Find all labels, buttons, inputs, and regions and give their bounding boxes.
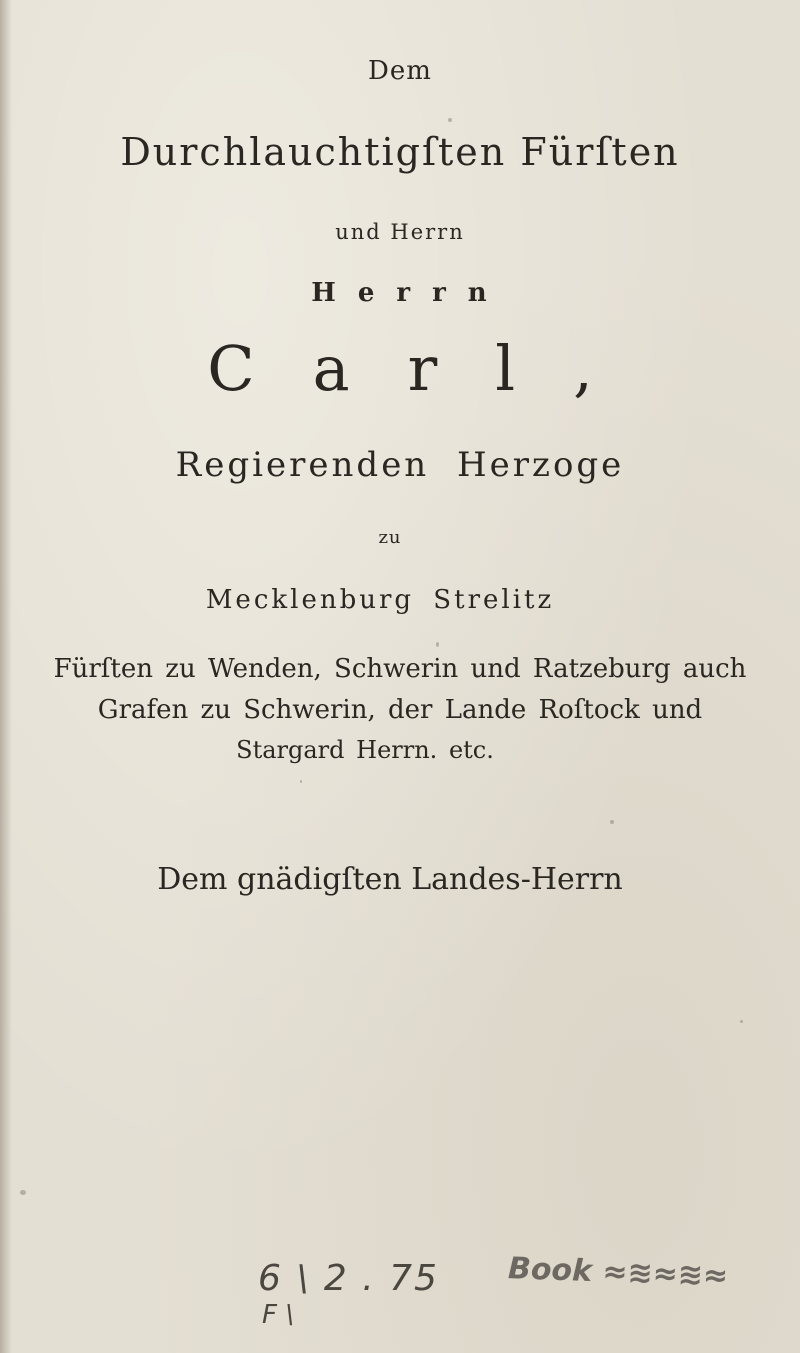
honorific-line: Durchlauchtigſten Fürſten bbox=[120, 130, 680, 174]
handwritten-shelf-mark-2: F \ bbox=[262, 1300, 294, 1330]
styles-line-1: Fürſten zu Wenden, Schwerin und Ratzeburg auch bbox=[53, 654, 747, 684]
dedication-line: Dem bbox=[368, 56, 432, 86]
ruler-name: Carl, bbox=[207, 332, 651, 405]
role-line: Regierenden Herzoge bbox=[175, 445, 625, 485]
conjunction-line: und Herrn bbox=[335, 220, 465, 244]
preposition-line: zu bbox=[378, 527, 402, 548]
paper-speck bbox=[20, 1190, 26, 1195]
paper-speck bbox=[448, 118, 452, 122]
styles-line-2: Grafen zu Schwerin, der Lande Roſtock und bbox=[97, 695, 703, 725]
paper-speck bbox=[610, 820, 614, 824]
library-stamp bbox=[507, 1251, 728, 1294]
library-stamp-text: Book bbox=[507, 1251, 593, 1290]
territory-line: Mecklenburg Strelitz bbox=[205, 585, 555, 615]
paper-speck bbox=[300, 780, 302, 783]
paper-speck bbox=[740, 1020, 743, 1023]
styles-line-3: Stargard Herrn. etc. bbox=[236, 736, 494, 764]
closing-line: Dem gnädigſten Landes-Herrn bbox=[157, 862, 623, 897]
title-word-line: Herrn bbox=[311, 278, 509, 308]
library-stamp-smudge: ≈≋≈≋≈ bbox=[591, 1254, 729, 1294]
handwritten-shelf-mark: 6 \ 2 . 75 bbox=[258, 1258, 439, 1299]
paper-speck bbox=[436, 642, 439, 647]
